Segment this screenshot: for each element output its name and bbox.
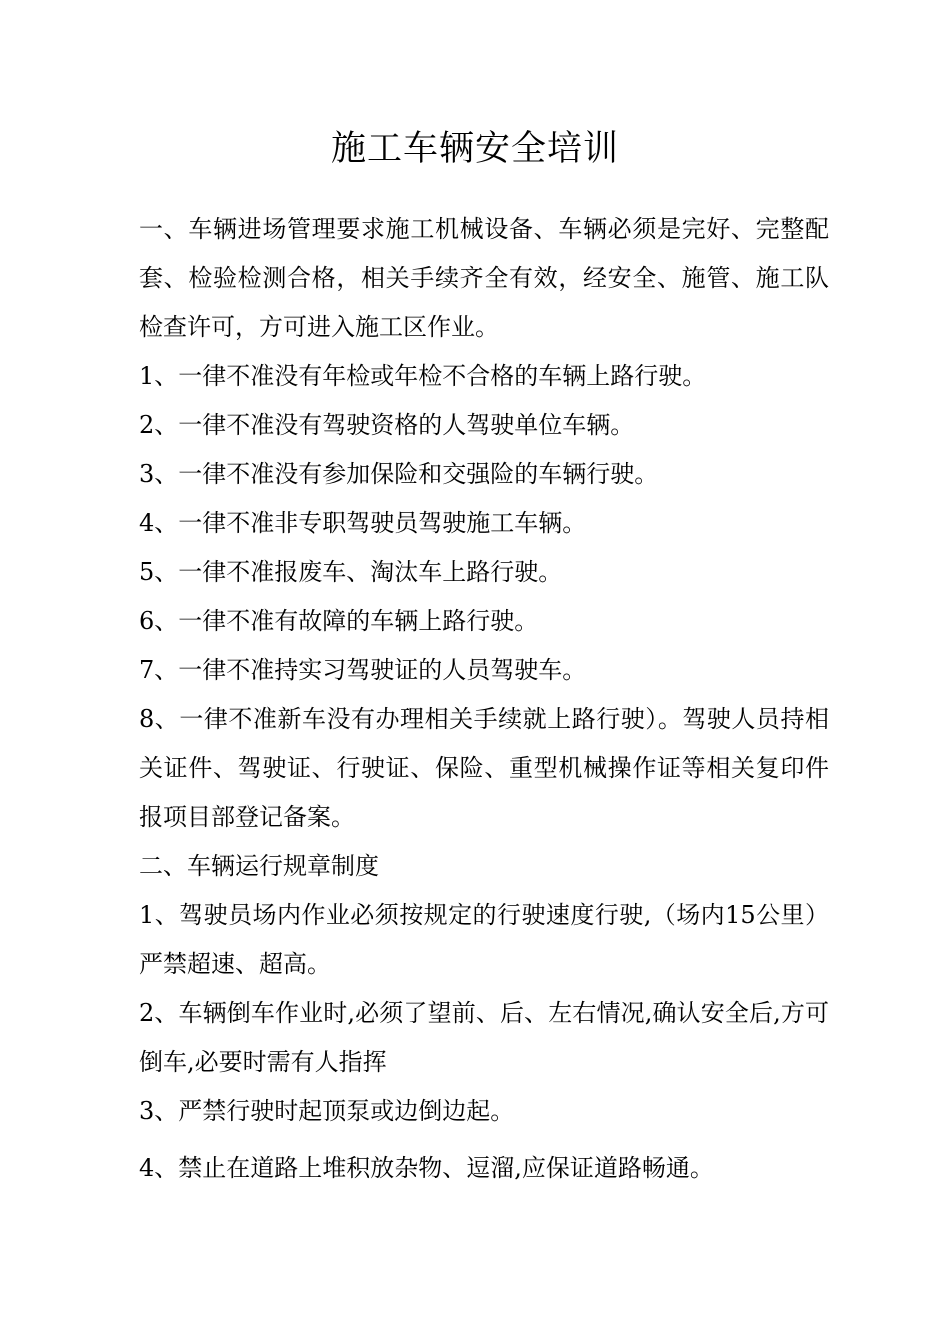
paragraph-rule-6: 6、一律不准有故障的车辆上路行驶。 bbox=[139, 607, 539, 635]
paragraph-rule-5: 5、一律不准报废车、淘汰车上路行驶。 bbox=[139, 558, 563, 586]
paragraph-rule-3: 3、一律不准没有参加保险和交强险的车辆行驶。 bbox=[139, 460, 659, 488]
paragraph-rule-8: 8、一律不准新车没有办理相关手续就上路行驶）。驾驶人员持相关证件、驾驶证、行驶证、保险、重型机械操作证等相关复印件报项目部登记备案。 bbox=[139, 705, 829, 831]
paragraph-rule-1: 1、一律不准没有年检或年检不合格的车辆上路行驶。 bbox=[139, 362, 707, 390]
section-heading-2: 二、车辆运行规章制度 bbox=[139, 852, 379, 880]
paragraph-regulation-3: 3、严禁行驶时起顶泵或边倒边起。 bbox=[139, 1097, 515, 1125]
paragraph-rule-4: 4、一律不准非专职驾驶员驾驶施工车辆。 bbox=[139, 509, 587, 537]
paragraph-regulation-2: 2、车辆倒车作业时,必须了望前、后、左右情况,确认安全后,方可倒车,必要时需有人指挥 bbox=[139, 999, 829, 1076]
paragraph-regulation-1: 1、驾驶员场内作业必须按规定的行驶速度行驶,（场内15公里）严禁超速、超高。 bbox=[139, 901, 829, 978]
paragraph-section-1-intro: 一、车辆进场管理要求施工机械设备、车辆必须是完好、完整配套、检验检测合格，相关手续齐全有效，经安全、施管、施工队检查许可，方可进入施工区作业。 bbox=[139, 215, 829, 341]
paragraph-regulation-4: 4、禁止在道路上堆积放杂物、逗溜,应保证道路畅通。 bbox=[139, 1154, 714, 1182]
paragraph-rule-2: 2、一律不准没有驾驶资格的人驾驶单位车辆。 bbox=[139, 411, 635, 439]
paragraph-rule-7: 7、一律不准持实习驾驶证的人员驾驶车。 bbox=[139, 656, 587, 684]
document-title: 施工车辆安全培训 bbox=[330, 129, 619, 169]
document-body bbox=[139, 205, 829, 1193]
